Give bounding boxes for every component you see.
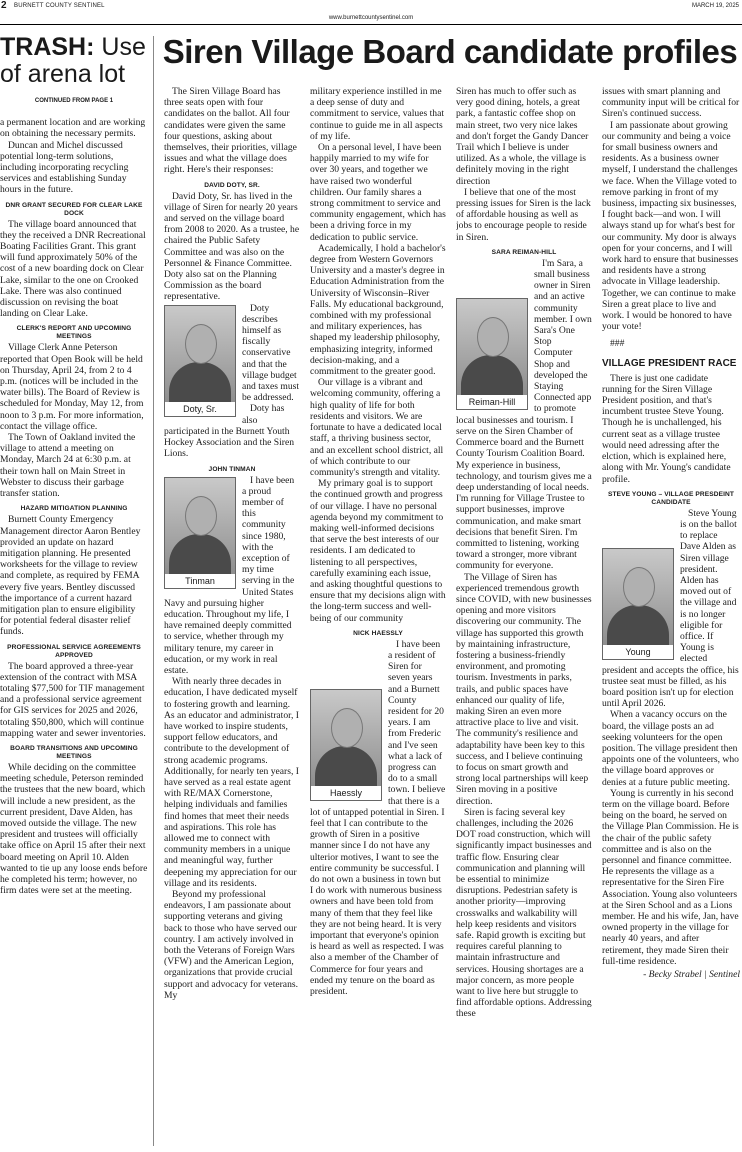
intro-paragraph: The Siren Village Board has three seats open with four candidates on the ballot. All four candidates were given the same four questions, asking about themselves, their priorities, village issues and what the village does right. Here's their responses: [164,86,297,176]
candidate-photo-haessly [310,689,382,801]
main-column-1 [164,86,300,1148]
main-column-2 [310,86,446,1148]
website-url[interactable]: www.burnettcountysentinel.com [328,15,414,21]
candidate-photo-reiman-hill [456,298,528,410]
body-paragraph: The Village of Siren has experienced tremendous growth since COVID, with new businesses opening and more visitors discovering our community. The village has supported this growth by maintaining infrastructure, fostering a business-friendly environment, and promoting tourism. Investments in parks, trails, and public spaces have enhanced our quality of life, making Siren an even more attractive place to live and visit. The community's resilience and adaptability have been key to this success, and I believe continuing to focus on smart growth and strong local partnerships will keep Siren moving in a positive direction. [456,571,592,807]
title-rest: Use of arena lot [0,34,146,88]
byline: - Becky Strabel | Sentinel [643,969,740,981]
main-column-4 [602,86,740,1148]
publication-name: BURNETT COUNTY SENTINEL [14,3,105,9]
body-paragraph: When a vacancy occurs on the board, the village posts an ad seeking volunteers for the open position. The village president then appoints one of the volunteers, who the village board approves or denies at a future public meeting. [602,709,739,788]
section-paragraph: While deciding on the committee meeting schedule, Peterson reminded the trustees that the new board, which will include a new president, as the current president, Dave Alden, has moved outside the village. The new president and trustees will officially take office on April 15 after their next board meeting on April 10. Alden wanted to tie up any loose ends before he completed his term; however, no firm dates were set at the meeting. [0,761,148,897]
continued-label: CONTINUED FROM PAGE 1 [34,98,114,104]
section-heading: PROFESSIONAL SERVICE AGREEMENTS APPROVED [7,643,141,659]
main-column-3 [456,86,592,1148]
photo-caption: Young [625,646,651,657]
body-paragraph: Our village is a vibrant and welcoming community, offering a high quality of life for both residents and visitors. We are fortunate to have a dedicated local staff, a thriving business sector, and an excellent school district, all of which contribute to our community's strength and vitality. [310,377,444,478]
candidate-photo-tinman [164,477,236,589]
body-paragraph: My primary goal is to support the continued growth and progress of our village. I have no personal agenda beyond my commitment to making well-informed decisions that serve the best interests of our residents. I am dedicated to listening to all perspectives, carefully examining each issue, and asking thoughtful questions to ensure that my decisions align with the long-term success and well-being of our community [310,478,446,624]
page-number: 2 [1,0,7,11]
body-paragraph: Doty has also participated in the Burnett Youth Hockey Association and the Siren Lions. [164,403,295,460]
section-heading-president-race: VILLAGE PRESIDENT RACE [602,357,737,369]
photo-image [457,299,527,395]
column-divider [153,36,154,1146]
photo-image [603,549,673,645]
issue-date: MARCH 19, 2025 [691,3,739,9]
section-paragraph: The village board announced that they the received a DNR Recreational Boating Facilities Grant. This grant will fund approximately 50% of the cost of a new boarding dock on Clear Lake, similar to the one on Crooked Lake. There was also continued discussion on revising the boat landing on Clear Lake. [0,218,146,320]
section-paragraph: The board approved a three-year extension of the contract with MSA totaling $77,500 for TIF management and a professional service agreement for GIS services for 2025 and 2026, totaling $50,800, which will continue mapping water and sewer inventories. [0,660,146,739]
candidate-photo-doty [164,305,236,417]
left-intro-2: Duncan and Michel discussed potential long-term solutions, including incorporating recycling services and establishing Sunday hours in the future. [0,139,129,196]
left-intro-1: a permanent location and are working on obtaining the necessary permits. [0,117,146,140]
title-bold: TRASH: [0,34,95,61]
body-paragraph: issues with smart planning and community input will be critical for Siren's continued success. [602,86,740,120]
section-paragraph: Burnett County Emergency Management director Aaron Bentley provided an update on hazard mitigation planning. He presented worksheets for the village to review and complete, as required by FEMA every five years. Bentley discussed the importance of a current hazard mitigation plan to ensure eligibility for potential federal disaster relief funds. [0,514,141,638]
photo-caption: Reiman-Hill [468,396,516,407]
left-story [0,34,148,1148]
section-heading: BOARD TRANSITIONS AND UPCOMING MEETINGS [10,744,138,760]
section-heading: HAZARD MITIGATION PLANNING [20,505,128,513]
body-paragraph: With nearly three decades in education, I have dedicated myself to fostering growth and learning. As an educator and administrator, I have worked to inspire students, support fellow educators, and contribute to the development of strong academic programs. Additionally, for nearly ten years, I have served as a real estate agent with RE/MAX Cornerstone, helping individuals and families find homes that meet their needs and aspirations. This role has allowed me to connect with community members in a unique and meaningful way, further deepening my appreciation for our village and its residents. [164,676,299,889]
body-paragraph: There is just one cadidate running for the Siren Village President position, and that's incumbent trustee Steve Young. Though he is unchallenged, his current seat as a village trustee would need adressing after the elction, which is explained here, along with Mr. Young's candidate profile. [602,372,731,485]
photo-image [311,690,381,786]
photo-caption: Doty, Sr. [183,403,217,414]
page-header [0,0,742,14]
body-paragraph: David Doty, Sr. has lived in the village of Siren for nearly 20 years and served on the village board from 2008 to 2020. As a trustee, he chaired the Public Safety Committee and was also on the Personnel & Finance Committee. Doty also sat on the Planning Commission as the board representative. [164,190,300,303]
body-paragraph: I have been a resident of Siren for seven years and a Burnett County resident for 20 years. I am from Frederic and I've seen what a lack of progress can do to a small town. I believe that there is a lot of untapped potential in Siren. I feel that I can contribute to the growth of Siren in a positive manner since I do not have any ulterior motives, I want to see the entire community be successful. I do not own a business in town but I do work with numerous business owners and have been told from many of them that they feel like they are not being heard. It is very important that everyone's opinion is heard as well as respected. I was also a member of the Chamber of Commerce for four years and ended my tenure on the board as president. [310,638,446,998]
photo-image [165,478,235,574]
body-paragraph: Doty describes himself as fiscally conservative and that the village budget and taxes must be addressed. [242,302,300,404]
section-paragraph: The Town of Oakland invited the village to attend a meeting on Monday, March 24 at 6:30 p.m. at their town hall on Main Street in Webster to discuss their garbage transfer station. [0,432,136,500]
section-heading: CLERK'S REPORT AND UPCOMING MEETINGS [16,325,132,341]
body-paragraph: I believe that one of the most pressing issues for Siren is the lack of affordable housing as well as jobs to encourage people to reside in Siren. [456,186,591,243]
candidate-heading-reiman: SARA REIMAN-HILL [491,248,557,256]
body-paragraph: On a personal level, I have been happily married to my wife for over 30 years, and together we have raised two wonderful children. Our family shares a strong commitment to service and community engagement, which has been a driving force in my dedication to public service. [310,142,446,243]
body-paragraph: Academically, I hold a bachelor's degree from Western Governors University and a master's degree in Education Administration from the University of Wisconsin–River Falls. My educational background, combined with my professional and military experiences, has shaped my leadership philosophy, emphasizing integrity, informed decision-making, and a commitment to the greater good. [310,242,446,378]
candidate-heading-haessly: NICK HAESSLY [353,629,403,637]
candidate-heading-young: STEVE YOUNG – VILLAGE PRESDEINT CANDIDATE [607,490,735,506]
end-mark: ### [610,338,625,350]
candidate-heading-tinman: JOHN TINMAN [208,465,256,473]
body-paragraph: Beyond my professional endeavors, I am passionate about supporting veterans and giving back to those who have served our country. I am actively involved in both the Veterans of Foreign Wars (VFW) and the American Legion, organizations that provide crucial support and advocacy for veterans. My [164,889,298,1001]
photo-caption: Haessly [329,787,362,798]
candidate-photo-young [602,548,674,660]
body-paragraph: Siren has much to offer such as very good dining, hotels, a great park, a fantastic coffee shop on main street, two very nice lakes and don't forget the Gandy Dancer Trail which I believe is under utilized. As a whole, the village is definitely moving in the right direction [456,86,589,187]
candidate-heading-doty: DAVID DOTY, SR. [204,181,260,189]
body-paragraph: military experience instilled in me a deep sense of duty and commitment to service, values that continue to guide me in all aspects of my life. [310,86,445,142]
photo-caption: Tinman [185,575,215,586]
header-rule [0,24,742,25]
section-heading: DNR GRANT SECURED FOR CLEAR LAKE DOCK [5,201,143,217]
photo-image [165,306,235,402]
body-paragraph: I have been a proud member of this community since 1980, with the exception of my time serving in the United States Navy and pursuing higher education. Throughout my life, I have remained deeply committed to service, whether through my military tenure, my career in education, or my work in real estate. [164,474,295,676]
main-headline: Siren Village Board candidate profiles [162,33,738,70]
body-paragraph: I am passionate about growing our community and being a voice for small business owners and residents. As a business owner myself, I understand the challenges we face. When the Village voted to remove parking in front of my business, impacting six businesses, I fought back—and won. I will always stand up for what's best for our community. My door is always open for your concerns, and I will work hard to ensure that businesses and residents have a strong advocate in Village leadership. Together, we can continue to make Siren a great place to live and work. I would be honored to have your vote! [602,119,739,333]
body-paragraph: Steve Young is on the ballot to replace Dave Alden as Siren village president. Alden has moved out of the village and is no longer eligible for office. If Young is elected president and accepts the office, his trustee seat must be filled, as his board position isn't up for election until April 2026. [602,507,739,710]
left-story-title [0,34,148,88]
body-paragraph: Siren is facing several key challenges, including the 2026 DOT road construction, which will significantly impact businesses and traffic flow. Ensuring clear communication and planning will be essential to minimize disruptions. Pedestrian safety is another priority—improving crosswalks and walkability will help keep residents and visitors safe. Rapid growth is exciting but requires careful planning to maintain infrastructure and services. Housing shortages are a major concern, as more people want to live here but struggle to find affordable options. Addressing these [456,806,592,1020]
body-paragraph: I'm Sara, a small business owner in Siren and an active community member. I own Sara's One Stop Computer Shop and developed the Staying Connected app to promote local businesses and tourism. I serve on the Siren Chamber of Commerce board and the Burnett County Tourism Coalition Board. My experience in business, technology, and tourism gives me a deep understanding of local needs. I'm running for Village Trustee to support businesses, improve communication, and make smart decisions that benefit Siren. I'm committed to listening, working toward a stronger, more vibrant community for everyone. [456,257,592,572]
body-paragraph: Young is currently in his second term on the village board. Before being on the board, he served on the Village Plan Commission. He is the chair of the public safety committee and is also on the personnel and finance committee. He represents the village as a representative for the Siren Fire Association. Young also volunteers at the Siren School and as a Lions member. He and his wife, Jan, have owned property in the village for nearly 40 years, and after retirement, they made Siren their full-time residence. [602,787,739,967]
section-paragraph: Village Clerk Anne Peterson reported that Open Book will be held on Thursday, April 24, from 2 to 4 p.m. (notices will be included in the water bills). The Board of Review is scheduled for Monday, May 12, from noon to 3 p.m. For more information, contact the village office. [0,342,144,432]
